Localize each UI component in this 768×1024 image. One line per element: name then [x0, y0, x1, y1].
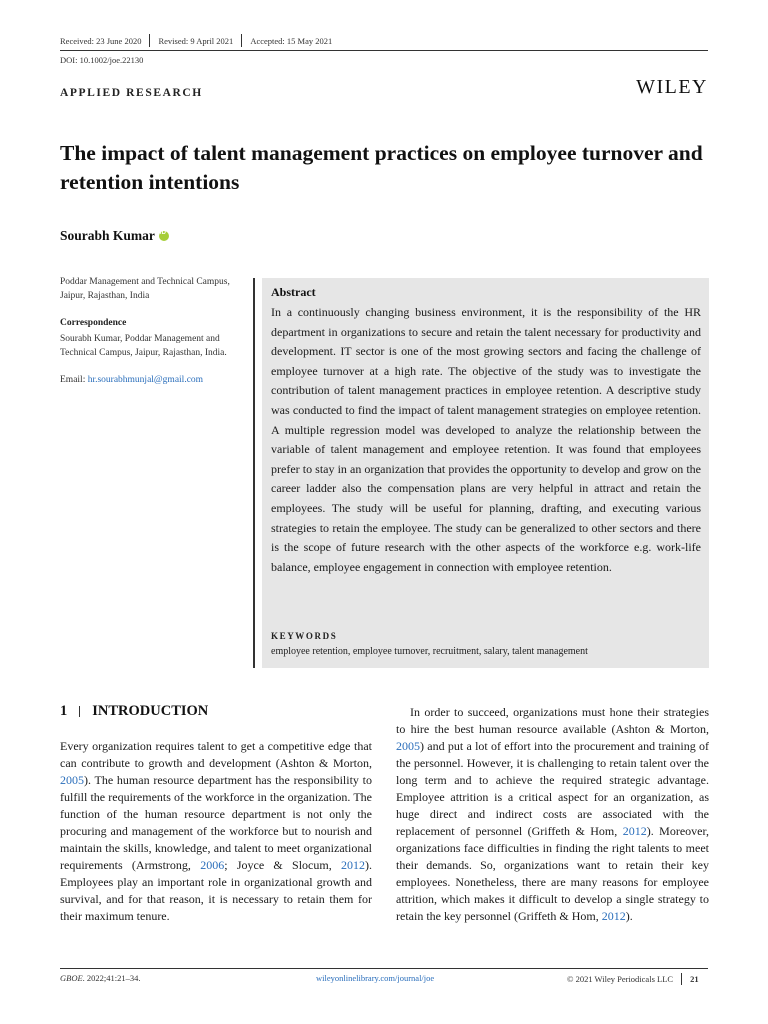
orcid-icon[interactable] — [159, 231, 169, 241]
section-title: INTRODUCTION — [92, 703, 209, 719]
page-number: 21 — [690, 974, 699, 984]
footer-divider — [681, 973, 682, 985]
accepted-date: Accepted: 15 May 2021 — [250, 35, 333, 46]
author-name[interactable]: Sourabh Kumar — [60, 228, 155, 243]
abstract-text: In a continuously changing business environment, it is the responsibility of the HR department in organizations to secure and retain the talent necessary for productivity and development. IT sector is one of the most growing sectors and facing the challenge of employee turnover at a high rate. The objective of the study was to investigate the contribution of talent management practices in employee retention. A descriptive study was conducted to find the impact of talent management strategies on employee retention. A multiple regression model was developed to analyze the relationship between the variable of talent management and employee retention. It was found that employees prefer to stay in an organization that provides the opportunity to develop and grow on the career ladder also the compensation plans are very helpful in attract and retain the employees. The study will be useful for planning, drafting, and executing various strategies to retain the employee. The study can be generalized to other sectors and there is the scope of future research with the other aspects of the workforce e.g. work-life balance, employee engagement in connection with employee retention. — [271, 305, 701, 574]
email-link[interactable]: hr.sourabhmunjal@gmail.com — [87, 375, 204, 385]
heading-divider — [79, 706, 80, 717]
keywords-text: employee retention, employee turnover, recruitment, salary, talent management — [271, 646, 588, 657]
section-heading — [60, 703, 208, 720]
abstract-heading: Abstract — [271, 285, 316, 299]
doi: DOI: 10.1002/joe.22130 — [60, 55, 144, 65]
header-rule — [60, 50, 708, 51]
date-divider — [241, 34, 242, 47]
citation-link[interactable]: 2005 — [60, 773, 84, 787]
body-column-right — [396, 704, 709, 925]
journal-url-link[interactable]: wileyonlinelibrary.com/journal/joe — [316, 973, 435, 983]
abstract-divider — [253, 278, 255, 668]
publisher-logo: WILEY — [636, 76, 708, 98]
citation-link[interactable]: 2006 — [200, 858, 225, 872]
body-text: ; Joyce & Slocum, — [224, 858, 341, 872]
revised-date: Revised: 9 April 2021 — [158, 35, 234, 46]
section-label: APPLIED RESEARCH — [60, 87, 203, 99]
journal-abbrev: GBOE — [60, 973, 83, 983]
email-line — [60, 375, 203, 385]
article-title: The impact of talent management practices on employee turnover and retention intentions — [60, 141, 703, 194]
citation-link[interactable]: 2012 — [341, 858, 365, 872]
section-number: 1 — [60, 703, 68, 719]
date-divider — [149, 34, 150, 47]
copyright: © 2021 Wiley Periodicals LLC — [567, 974, 674, 984]
author-line — [60, 228, 169, 244]
body-text: In order to succeed, organizations must hone their strategies to hire the best human resource available (Ashton & Morton, — [396, 705, 709, 736]
body-text: ). Moreover, organizations face difficulties in finding the right talents to meet their demands. So, organizations want to retain their key employees. Nonetheless, there are many reasons for employee attrition, which makes it difficult to develop a single strategy to retain the key personnel (Griffeth & Hom, — [396, 824, 709, 923]
body-text: ). — [625, 909, 633, 923]
body-column-left — [60, 738, 372, 925]
body-text: Every organization requires talent to get a competitive edge that can contribute to growth and development (Ashton & Morton, — [60, 739, 372, 770]
footer-right — [567, 973, 699, 985]
affiliation: Poddar Management and Technical Campus, Jaipur, Rajasthan, India — [60, 277, 230, 301]
citation-details: . 2022;41:21–34. — [82, 973, 141, 983]
correspondence-label: Correspondence — [60, 318, 127, 328]
article-dates — [60, 34, 332, 47]
correspondence-text: Sourabh Kumar, Poddar Management and Technical Campus, Jaipur, Rajasthan, India. — [60, 334, 227, 358]
body-text: ). Employees play an important role in organizational growth and survival, and for that reason, it is necessary to retain them for their maximum tenure. — [60, 858, 372, 923]
body-text: ). The human resource department has the responsibility to fulfill the requirements of the workforce in the organization. The function of the human resource department is not only the procuring and management of the workforce but to nourish and maintain the skills, knowledge, and talent to meet organizational requirements (Armstrong, — [60, 773, 372, 872]
footer-citation — [60, 973, 141, 983]
citation-link[interactable]: 2012 — [601, 909, 626, 923]
received-date: Received: 23 June 2020 — [60, 35, 142, 46]
email-label: Email: — [60, 375, 88, 385]
keywords-heading: KEYWORDS — [271, 631, 338, 641]
citation-link[interactable]: 2012 — [622, 824, 647, 838]
body-text: ) and put a lot of effort into the procurement and training of the personnel. However, it is challenging to retain talent over the long term and to achieve the required strategic advantage. Employee attrition is a critical aspect for an organization, as huge direct and indirect costs are associated with the replacement of personnel (Griffeth & Hom, — [396, 739, 709, 838]
footer-rule — [60, 968, 708, 969]
citation-link[interactable]: 2005 — [396, 739, 420, 753]
